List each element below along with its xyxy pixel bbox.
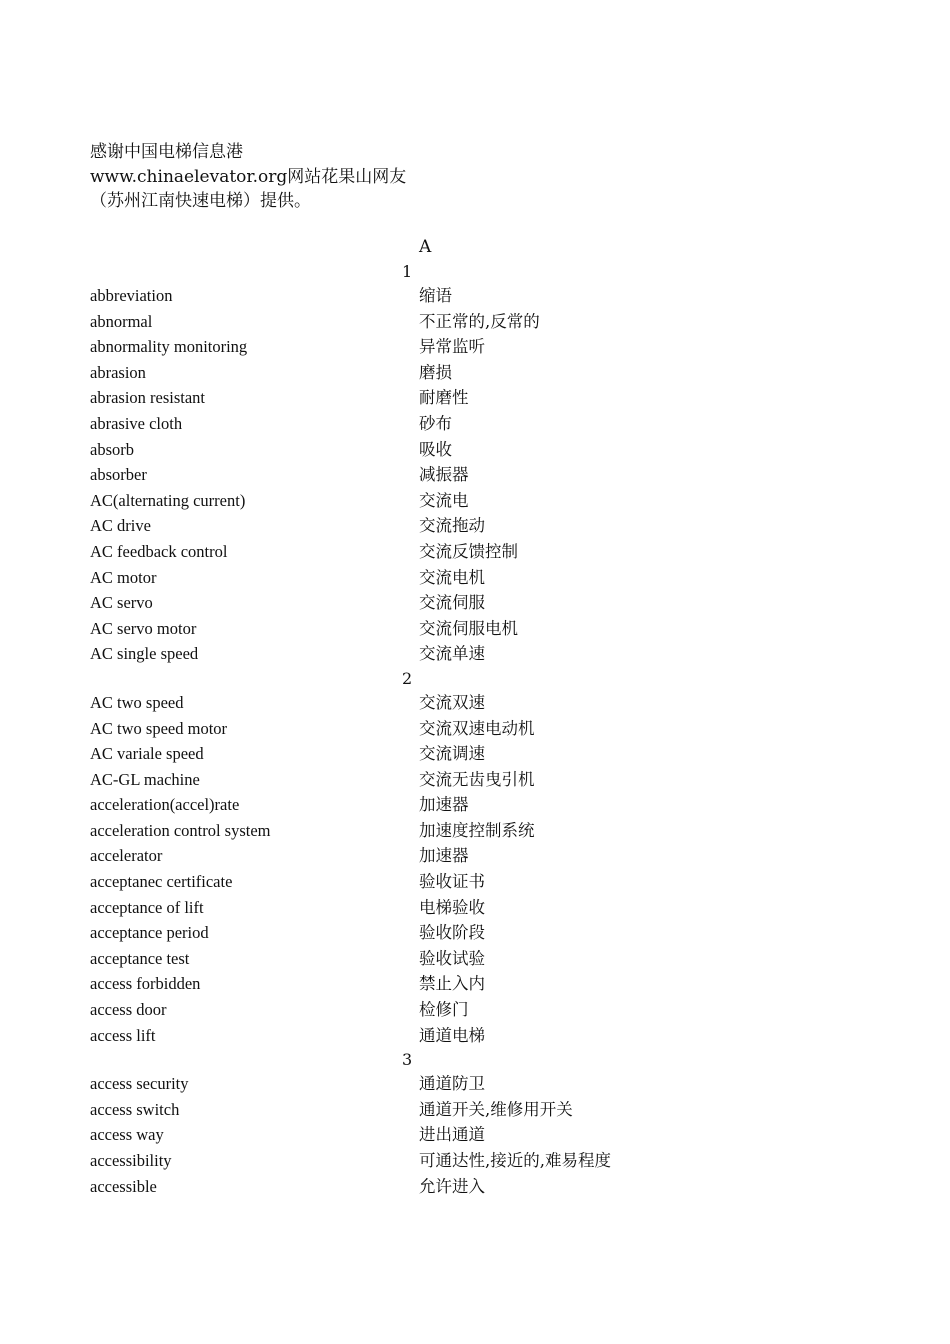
term-english: AC single speed [90,644,199,664]
glossary-entry [90,309,870,335]
term-chinese: 吸收 [419,439,452,459]
term-english: accessible [90,1176,157,1196]
glossary [90,235,870,1199]
glossary-entry [90,616,870,642]
glossary-entry [90,641,870,667]
glossary-entry [90,1122,870,1148]
glossary-entry [90,1148,870,1174]
term-english: AC variale speed [90,744,204,764]
glossary-entry [90,690,870,716]
term-chinese: 交流单速 [419,644,485,664]
term-english: acceptanec certificate [90,872,233,892]
term-chinese: 进出通道 [419,1125,485,1145]
term-chinese: 交流拖动 [419,516,485,536]
term-chinese: 不正常的,反常的 [419,311,540,331]
glossary-entry [90,590,870,616]
intro-note [90,140,406,214]
page-number: 3 [402,1050,413,1070]
term-chinese: 加速器 [419,795,469,815]
term-chinese: 交流电机 [419,567,485,587]
term-chinese: 交流电 [419,490,469,510]
glossary-entry [90,843,870,869]
term-english: absorb [90,439,134,459]
term-chinese: 交流反馈控制 [419,541,518,561]
term-chinese: 交流伺服 [419,593,485,613]
term-chinese: 通道电梯 [419,1025,485,1045]
glossary-entry [90,1174,870,1200]
glossary-entry [90,462,870,488]
term-english: abrasion resistant [90,388,206,408]
intro-line: 感谢中国电梯信息港 [90,142,243,162]
term-chinese: 磨损 [419,362,452,382]
glossary-entry [90,997,870,1023]
glossary-entry [90,437,870,463]
term-english: access switch [90,1099,180,1119]
term-english: abnormality monitoring [90,337,248,357]
intro-line: （苏州江南快速电梯）提供。 [90,191,311,211]
section-letter: A [419,237,432,257]
term-english: access lift [90,1025,156,1045]
term-english: AC two speed [90,692,184,712]
term-english: acceptance of lift [90,897,204,917]
glossary-pages [90,260,870,1199]
term-chinese: 减振器 [419,465,469,485]
glossary-entry [90,792,870,818]
glossary-entry [90,488,870,514]
term-english: access forbidden [90,974,201,994]
term-english: acceptance test [90,948,190,968]
term-english: AC drive [90,516,151,536]
term-english: AC feedback control [90,541,228,561]
term-chinese: 电梯验收 [419,897,485,917]
term-english: AC motor [90,567,157,587]
term-english: accessibility [90,1151,172,1170]
term-chinese: 异常监听 [419,337,485,357]
glossary-entry [90,1097,870,1123]
page-number: 1 [402,262,413,281]
term-chinese: 验收阶段 [419,923,485,943]
term-english: AC servo motor [90,618,197,638]
term-english: AC servo [90,593,153,613]
glossary-entry [90,565,870,591]
term-english: access way [90,1125,164,1145]
glossary-entry [90,946,870,972]
glossary-entry [90,411,870,437]
term-chinese: 验收试验 [419,948,485,968]
glossary-entry [90,334,870,360]
term-chinese: 交流双速 [419,692,485,712]
glossary-entry [90,513,870,539]
glossary-entry [90,920,870,946]
term-chinese: 交流伺服电机 [419,618,518,638]
glossary-entry [90,716,870,742]
term-english: access door [90,1000,167,1020]
term-chinese: 交流调速 [419,744,485,764]
term-chinese: 可通达性,接近的,难易程度 [419,1151,611,1170]
term-chinese: 交流无齿曳引机 [419,769,535,789]
term-english: AC-GL machine [90,769,200,789]
term-english: abbreviation [90,286,173,305]
term-english: acceptance period [90,923,209,943]
glossary-entry [90,895,870,921]
glossary-entry [90,741,870,767]
term-chinese: 砂布 [419,413,452,433]
term-english: absorber [90,465,147,485]
glossary-entry [90,818,870,844]
intro-line: www.chinaelevator.org网站花果山网友 [90,166,407,187]
term-chinese: 通道开关,维修用开关 [419,1099,573,1119]
glossary-entry [90,360,870,386]
term-chinese: 耐磨性 [419,388,469,408]
term-english: abrasive cloth [90,413,183,433]
term-english: acceleration control system [90,820,271,840]
term-chinese: 通道防卫 [419,1074,485,1094]
glossary-entry [90,385,870,411]
term-english: AC(alternating current) [90,490,246,510]
glossary-entry [90,971,870,997]
glossary-entry [90,539,870,565]
term-english: abnormal [90,311,153,331]
term-chinese: 加速度控制系统 [419,820,535,840]
term-chinese: 禁止入内 [419,974,485,994]
term-chinese: 允许进入 [419,1176,485,1196]
term-chinese: 加速器 [419,846,469,866]
term-chinese: 缩语 [419,286,452,305]
term-chinese: 验收证书 [419,872,485,892]
glossary-entry [90,1023,870,1049]
term-english: abrasion [90,362,146,382]
page-number: 2 [402,668,413,688]
glossary-entry [90,1071,870,1097]
term-english: accelerator [90,846,163,866]
term-chinese: 检修门 [419,1000,469,1020]
glossary-entry [90,283,870,309]
glossary-entry [90,767,870,793]
term-english: acceleration(accel)rate [90,795,240,815]
glossary-entry [90,869,870,895]
term-english: AC two speed motor [90,718,228,738]
term-chinese: 交流双速电动机 [419,718,535,738]
term-english: access security [90,1074,189,1094]
